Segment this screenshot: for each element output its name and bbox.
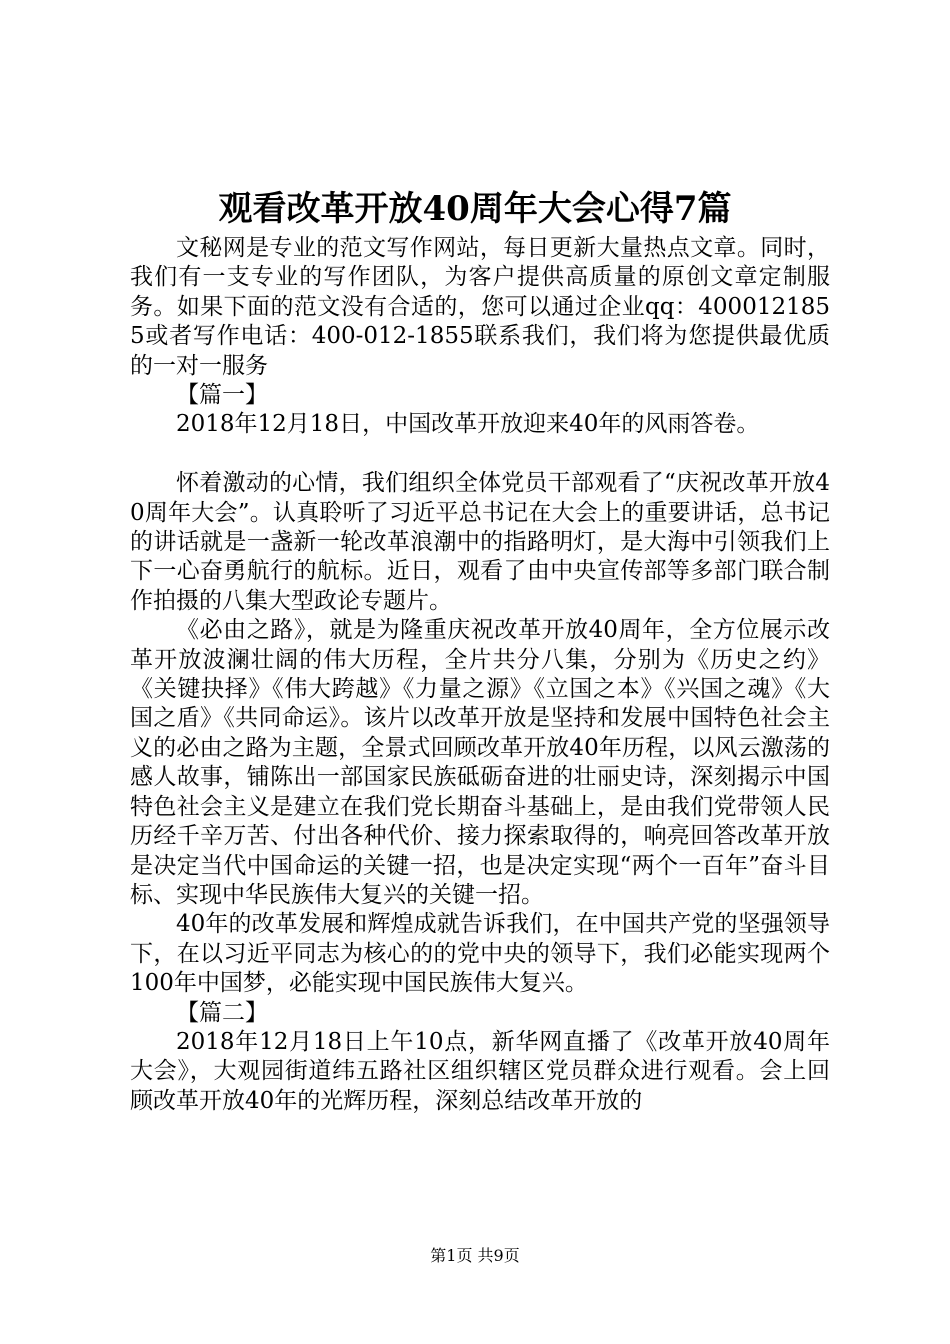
paragraph: 怀着激动的心情，我们组织全体党员干部观看了“庆祝改革开放40周年大会”。认真聆听了习近平总书记在大会上的重要讲话，总书记的讲话就是一盏新一轮改革浪潮中的指路明灯，是大海中引领我们上下一心奋勇航行的航标。近日，观看了由中央宣传部等多部门联合制作拍摄的八集大型政论专题片。	[130, 470, 830, 614]
section-heading-2: 【篇二】	[176, 999, 268, 1026]
paragraph: 40年的改革发展和辉煌成就告诉我们，在中国共产党的坚强领导下，在以习近平同志为核心的的党中央的领导下，我们必能实现两个100年中国梦，必能实现中国民族伟大复兴。	[130, 911, 830, 997]
section-heading-1: 【篇一】	[176, 382, 268, 409]
document-body	[130, 234, 830, 1116]
paragraph: 2018年12月18日，中国改革开放迎来40年的风雨答卷。	[176, 411, 760, 438]
paragraph: 《必由之路》，就是为隆重庆祝改革开放40周年，全方位展示改革开放波澜壮阔的伟大历程，全片共分八集，分别为《历史之约》《关键抉择》《伟大跨越》《力量之源》《立国之本》《兴国之魂》《大国之盾》《共同命运》。该片以改革开放是坚持和发展中国特色社会主义的必由之路为主题，全景式回顾改革开放40年历程，以风云激荡的感人故事，铺陈出一部国家民族砥砺奋进的壮丽史诗，深刻揭示中国特色社会主义是建立在我们党长期奋斗基础上，是由我们党带领人民历经千辛万苦、付出各种代价、接力探索取得的，响亮回答改革开放是决定当代中国命运的关键一招，也是决定实现“两个一百年”奋斗目标、实现中华民族伟大复兴的关键一招。	[130, 617, 830, 908]
intro-paragraph: 文秘网是专业的范文写作网站，每日更新大量热点文章。同时，我们有一支专业的写作团队，为客户提供高质量的原创文章定制服务。如果下面的范文没有合适的，您可以通过企业qq：4000121855或者写作电话：400-012-1855联系我们，我们将为您提供最优质的一对一服务	[130, 235, 830, 379]
page-number-footer: 第1页 共9页	[430, 1246, 520, 1265]
document-title: 观看改革开放40周年大会心得7篇	[218, 189, 732, 229]
paragraph: 2018年12月18日上午10点，新华网直播了《改革开放40周年大会》，大观园街道纬五路社区组织辖区党员群众进行观看。会上回顾改革开放40年的光辉历程，深刻总结改革开放的	[130, 1028, 830, 1114]
blank-line	[130, 440, 830, 469]
